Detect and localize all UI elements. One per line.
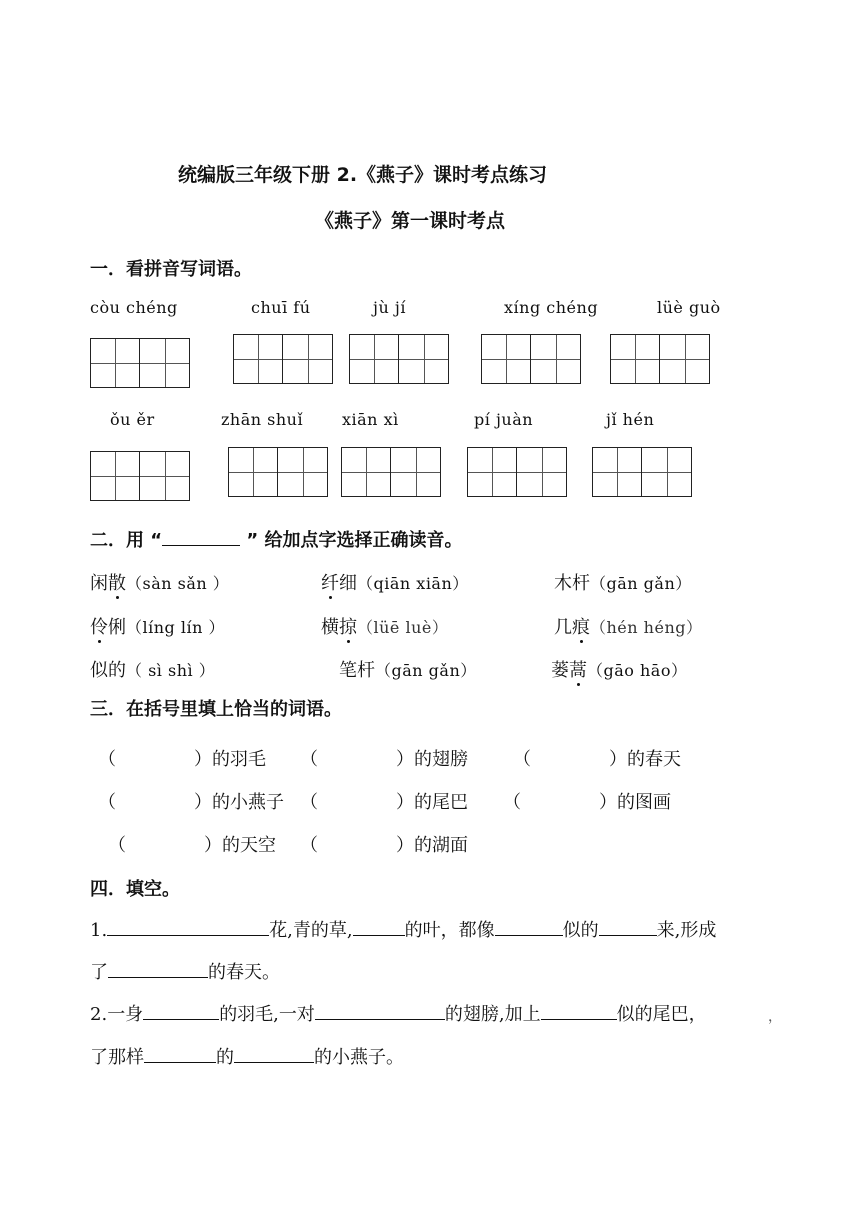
pinyin-label: còu chéng xyxy=(90,298,178,317)
page-title: 统编版三年级下册 2.《燕子》课时考点练习 xyxy=(178,164,548,186)
pinyin-label: chuī fú xyxy=(251,298,311,317)
reading-item: 蒌蒿（gāo hāo） xyxy=(551,660,688,681)
answer-blank[interactable] xyxy=(495,917,563,936)
writing-grid[interactable] xyxy=(90,451,190,501)
writing-grid[interactable] xyxy=(592,447,692,497)
answer-blank[interactable] xyxy=(234,1044,314,1063)
fill-item[interactable]: （ ）的尾巴 xyxy=(300,792,468,813)
answer-blank[interactable] xyxy=(107,917,269,936)
pinyin-label: zhān shuǐ xyxy=(221,410,304,429)
answer-blank[interactable] xyxy=(143,1001,219,1020)
pinyin-label: ǒu ěr xyxy=(110,410,155,429)
reading-item: 笔杆（gān gǎn） xyxy=(339,660,477,681)
pinyin-label: lüè guò xyxy=(657,298,721,317)
answer-blank[interactable] xyxy=(108,959,208,978)
reading-item: 木杆（gān gǎn） xyxy=(554,573,692,594)
heading-text: ” 给加点字选择正确读音。 xyxy=(240,530,463,551)
fill-item[interactable]: （ ）的春天 xyxy=(513,749,681,770)
pinyin-label: pí juàn xyxy=(474,410,534,429)
fill-item[interactable]: （ ）的天空 xyxy=(108,835,276,856)
edge-mark: ， xyxy=(768,1009,782,1025)
underline-sample xyxy=(162,527,240,546)
writing-grid[interactable] xyxy=(349,334,449,384)
writing-grid[interactable] xyxy=(90,338,190,388)
pinyin-label: jǐ hén xyxy=(606,410,655,429)
fill-item[interactable]: （ ）的小燕子 xyxy=(98,792,284,813)
writing-grid[interactable] xyxy=(610,334,710,384)
reading-item: 闲散（sàn sǎn ） xyxy=(90,573,230,594)
reading-item: 横掠（lüē luè） xyxy=(321,617,449,638)
answer-blank[interactable] xyxy=(144,1044,216,1063)
pinyin-label: jù jí xyxy=(373,298,406,317)
writing-grid[interactable] xyxy=(228,447,328,497)
fill-item[interactable]: （ ）的图画 xyxy=(503,792,671,813)
fill-sentence-2-cont: 了那样 的 的小燕子。 xyxy=(90,1043,404,1069)
reading-item: 伶俐（líng lín ） xyxy=(90,617,225,638)
pinyin-label: xíng chéng xyxy=(504,298,599,317)
reading-item: 纤细（qiān xiān） xyxy=(321,573,469,594)
answer-blank[interactable] xyxy=(599,917,657,936)
reading-item: 几痕（hén héng） xyxy=(554,617,703,638)
fill-item[interactable]: （ ）的翅膀 xyxy=(300,749,468,770)
heading-text: 二．用 “ xyxy=(90,530,163,551)
section-heading-2 xyxy=(90,526,462,552)
fill-item[interactable]: （ ）的羽毛 xyxy=(98,749,266,770)
fill-item[interactable]: （ ）的湖面 xyxy=(300,835,468,856)
writing-grid[interactable] xyxy=(481,334,581,384)
fill-sentence-2: 2.一身 的羽毛,一对 的翅膀,加上 似的尾巴， xyxy=(90,1000,707,1026)
fill-sentence-1-cont: 了 的春天。 xyxy=(90,958,280,984)
writing-grid[interactable] xyxy=(341,447,441,497)
section-heading-4: 四．填空。 xyxy=(90,879,180,900)
answer-blank[interactable] xyxy=(353,917,405,936)
page-subtitle: 《燕子》第一课时考点 xyxy=(315,210,506,232)
pinyin-label: xiān xì xyxy=(342,410,399,429)
reading-item: 似的（ sì shì ） xyxy=(90,660,216,681)
section-heading-1: 一．看拼音写词语。 xyxy=(90,259,252,280)
answer-blank[interactable] xyxy=(541,1001,617,1020)
fill-sentence-1: 1. 花,青的草, 的叶，都像 似的 来,形成 xyxy=(90,916,716,942)
answer-blank[interactable] xyxy=(315,1001,445,1020)
writing-grid[interactable] xyxy=(233,334,333,384)
writing-grid[interactable] xyxy=(467,447,567,497)
section-heading-3: 三．在括号里填上恰当的词语。 xyxy=(90,699,342,720)
